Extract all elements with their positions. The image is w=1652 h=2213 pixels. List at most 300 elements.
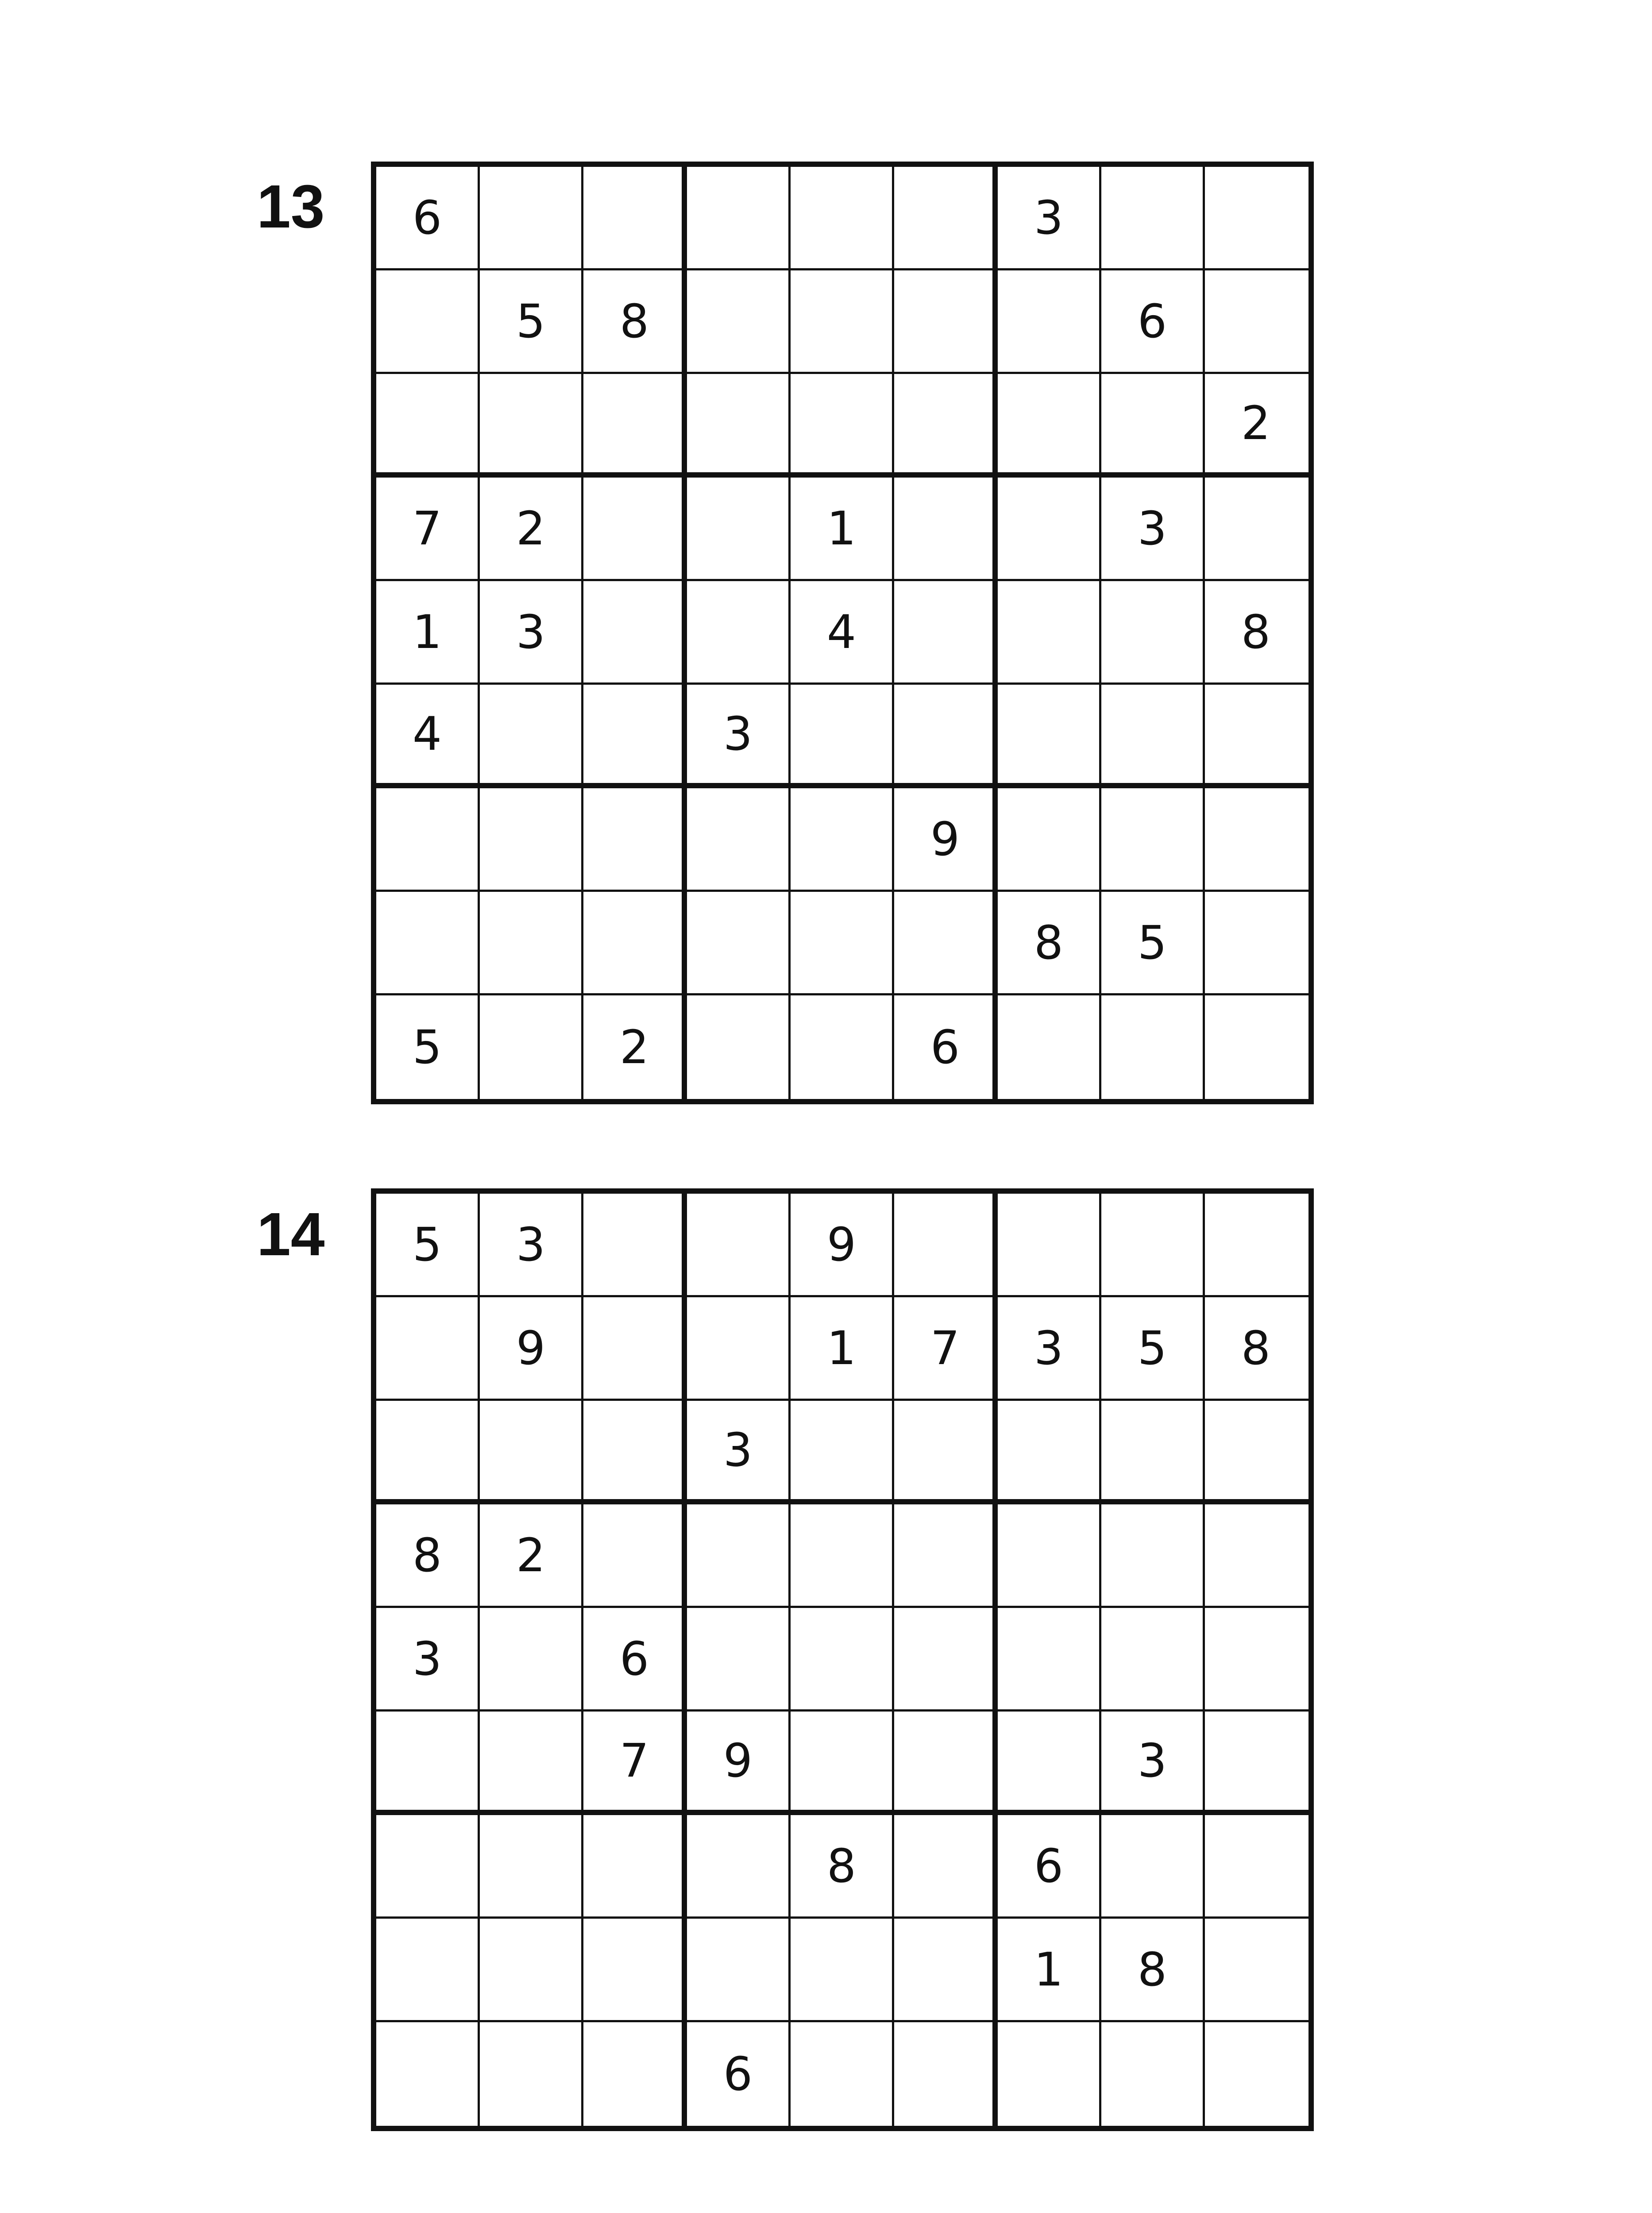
sudoku-cell[interactable]	[583, 1815, 687, 1919]
cell-digit	[1205, 1608, 1280, 1709]
sudoku-cell[interactable]	[998, 374, 1101, 478]
cell-digit	[894, 1608, 969, 1709]
cell-digit	[791, 788, 866, 890]
sudoku-cell[interactable]	[1101, 2022, 1205, 2126]
cell-digit	[791, 892, 866, 993]
sudoku-cell[interactable]	[1101, 1504, 1205, 1608]
cell-digit	[894, 1194, 969, 1295]
sudoku-cell[interactable]	[687, 995, 791, 1099]
sudoku-cell[interactable]	[1101, 1297, 1205, 1401]
cell-digit	[583, 374, 659, 472]
sudoku-cell[interactable]	[480, 374, 583, 478]
cell-digit	[894, 1504, 969, 1606]
cell-digit	[376, 788, 452, 890]
sudoku-cell[interactable]	[894, 788, 998, 892]
sudoku-cell[interactable]	[791, 1608, 894, 1712]
sudoku-cell[interactable]	[998, 1608, 1101, 1712]
sudoku-cell[interactable]	[791, 685, 894, 788]
sudoku-cell[interactable]	[687, 1712, 791, 1815]
cell-digit	[583, 1504, 659, 1606]
sudoku-cell[interactable]	[480, 892, 583, 995]
cell-digit	[894, 270, 969, 372]
sudoku-cell[interactable]	[894, 1297, 998, 1401]
sudoku-cell[interactable]	[583, 1919, 687, 2022]
cell-digit	[687, 995, 762, 1099]
cell-digit	[791, 1712, 866, 1810]
sudoku-cell[interactable]	[1205, 270, 1308, 374]
cell-digit: 8	[1241, 605, 1271, 659]
sudoku-cell[interactable]	[1101, 374, 1205, 478]
cell-digit	[1205, 478, 1280, 579]
cell-digit	[1101, 1401, 1177, 1499]
sudoku-cell[interactable]	[1101, 685, 1205, 788]
sudoku-cell[interactable]	[1101, 1194, 1205, 1297]
sudoku-cell[interactable]	[480, 1401, 583, 1504]
cell-digit	[791, 1504, 866, 1606]
cell-digit	[687, 1297, 762, 1399]
sudoku-cell[interactable]	[1205, 1401, 1308, 1504]
sudoku-cell[interactable]	[376, 1815, 480, 1919]
cell-digit	[998, 1194, 1073, 1295]
sudoku-cell[interactable]	[894, 1194, 998, 1297]
sudoku-cell[interactable]	[998, 1194, 1101, 1297]
sudoku-cell[interactable]	[894, 1712, 998, 1815]
sudoku-cell[interactable]	[894, 995, 998, 1099]
cell-digit	[687, 374, 762, 472]
sudoku-cell[interactable]	[687, 167, 791, 270]
sudoku-cell[interactable]	[480, 270, 583, 374]
sudoku-cell[interactable]	[1101, 1608, 1205, 1712]
sudoku-cell[interactable]	[687, 270, 791, 374]
cell-digit	[894, 374, 969, 472]
cell-digit	[376, 2022, 452, 2126]
cell-digit	[583, 167, 659, 268]
cell-digit	[998, 2022, 1073, 2126]
sudoku-cell[interactable]	[894, 270, 998, 374]
sudoku-cell[interactable]	[480, 1297, 583, 1401]
cell-digit	[583, 2022, 659, 2126]
sudoku-cell[interactable]	[480, 1608, 583, 1712]
sudoku-cell[interactable]	[376, 270, 480, 374]
sudoku-cell[interactable]	[1101, 995, 1205, 1099]
cell-digit: 3	[1034, 1321, 1064, 1375]
cell-digit	[687, 1608, 762, 1709]
cell-digit: 9	[723, 1734, 753, 1788]
cell-digit	[1205, 2022, 1280, 2126]
sudoku-cell[interactable]	[480, 1712, 583, 1815]
cell-digit	[583, 685, 659, 783]
sudoku-cell[interactable]	[998, 685, 1101, 788]
sudoku-cell[interactable]	[1205, 1504, 1308, 1608]
cell-digit	[480, 1712, 555, 1810]
sudoku-cell[interactable]	[583, 1712, 687, 1815]
sudoku-cell[interactable]	[998, 1401, 1101, 1504]
sudoku-cell[interactable]	[583, 581, 687, 685]
sudoku-cell[interactable]	[687, 374, 791, 478]
cell-digit: 3	[1137, 1734, 1167, 1788]
cell-digit	[791, 995, 866, 1099]
cell-digit	[1205, 270, 1280, 372]
sudoku-cell[interactable]	[583, 374, 687, 478]
sudoku-cell[interactable]	[376, 1401, 480, 1504]
cell-digit	[583, 1815, 659, 1916]
sudoku-cell[interactable]	[376, 788, 480, 892]
sudoku-cell[interactable]	[1101, 1712, 1205, 1815]
sudoku-cell[interactable]	[791, 995, 894, 1099]
sudoku-cell[interactable]	[1101, 1401, 1205, 1504]
cell-digit: 2	[516, 1528, 546, 1582]
sudoku-cell[interactable]	[998, 2022, 1101, 2126]
sudoku-cell[interactable]	[791, 2022, 894, 2126]
sudoku-cell[interactable]	[791, 1504, 894, 1608]
sudoku-cell[interactable]	[791, 1815, 894, 1919]
sudoku-cell[interactable]	[998, 581, 1101, 685]
sudoku-cell[interactable]	[1205, 374, 1308, 478]
sudoku-cell[interactable]	[480, 788, 583, 892]
cell-digit	[480, 788, 555, 890]
sudoku-cell[interactable]	[376, 374, 480, 478]
sudoku-cell[interactable]	[480, 581, 583, 685]
sudoku-cell[interactable]	[480, 995, 583, 1099]
sudoku-cell[interactable]	[376, 478, 480, 581]
cell-digit: 6	[412, 190, 442, 245]
cell-digit: 2	[619, 1020, 649, 1074]
sudoku-cell[interactable]	[791, 270, 894, 374]
cell-digit: 1	[1034, 1942, 1064, 1997]
sudoku-cell[interactable]	[480, 2022, 583, 2126]
sudoku-cell[interactable]	[1101, 270, 1205, 374]
sudoku-cell[interactable]	[894, 1919, 998, 2022]
cell-digit: 7	[930, 1321, 960, 1375]
cell-digit: 8	[1034, 915, 1064, 970]
sudoku-cell[interactable]	[1205, 1297, 1308, 1401]
sudoku-cell[interactable]	[894, 1401, 998, 1504]
sudoku-cell[interactable]	[791, 788, 894, 892]
cell-digit	[583, 1919, 659, 2020]
sudoku-cell[interactable]	[1101, 478, 1205, 581]
cell-digit	[687, 270, 762, 372]
sudoku-cell[interactable]	[480, 167, 583, 270]
sudoku-cell[interactable]	[791, 167, 894, 270]
cell-digit: 7	[412, 501, 442, 555]
sudoku-cell[interactable]	[583, 685, 687, 788]
sudoku-cell[interactable]	[583, 167, 687, 270]
cell-digit	[1205, 1815, 1280, 1916]
sudoku-cell[interactable]	[687, 581, 791, 685]
sudoku-cell[interactable]	[998, 270, 1101, 374]
sudoku-cell[interactable]	[687, 892, 791, 995]
cell-digit	[894, 581, 969, 682]
sudoku-cell[interactable]	[1205, 478, 1308, 581]
cell-digit: 2	[516, 501, 546, 555]
sudoku-cell[interactable]	[998, 1919, 1101, 2022]
cell-digit	[998, 995, 1073, 1099]
sudoku-cell[interactable]	[894, 167, 998, 270]
cell-digit	[1205, 167, 1280, 268]
sudoku-cell[interactable]	[894, 685, 998, 788]
cell-digit	[894, 1919, 969, 2020]
sudoku-cell[interactable]	[376, 167, 480, 270]
cell-digit: 8	[826, 1839, 857, 1893]
sudoku-cell[interactable]	[376, 1194, 480, 1297]
sudoku-cell[interactable]	[687, 1815, 791, 1919]
cell-digit: 3	[412, 1631, 442, 1686]
cell-digit	[894, 167, 969, 268]
sudoku-cell[interactable]	[998, 1297, 1101, 1401]
cell-digit	[1101, 1504, 1177, 1606]
cell-digit: 3	[723, 707, 753, 761]
sudoku-cell[interactable]	[480, 478, 583, 581]
cell-digit: 8	[1241, 1321, 1271, 1375]
sudoku-cell[interactable]	[376, 1297, 480, 1401]
sudoku-cell[interactable]	[687, 685, 791, 788]
sudoku-cell[interactable]	[687, 478, 791, 581]
sudoku-cell[interactable]	[480, 1815, 583, 1919]
sudoku-cell[interactable]	[583, 892, 687, 995]
cell-digit	[376, 1297, 452, 1399]
cell-digit	[894, 892, 969, 993]
sudoku-cell[interactable]	[998, 788, 1101, 892]
cell-digit	[791, 374, 866, 472]
sudoku-cell[interactable]	[1101, 892, 1205, 995]
cell-digit	[791, 1919, 866, 2020]
cell-digit	[376, 1712, 452, 1810]
cell-digit	[480, 167, 555, 268]
cell-digit	[480, 1815, 555, 1916]
cell-digit: 1	[826, 1321, 857, 1375]
cell-digit	[583, 892, 659, 993]
cell-digit: 5	[1137, 915, 1167, 970]
cell-digit	[687, 788, 762, 890]
sudoku-cell[interactable]	[998, 995, 1101, 1099]
sudoku-cell[interactable]	[998, 167, 1101, 270]
sudoku-cell[interactable]	[998, 1815, 1101, 1919]
cell-digit	[480, 2022, 555, 2126]
cell-digit	[998, 581, 1073, 682]
sudoku-cell[interactable]	[583, 1297, 687, 1401]
puzzle-number: 14	[257, 1200, 325, 1268]
sudoku-cell[interactable]	[791, 892, 894, 995]
cell-digit: 6	[619, 1631, 649, 1686]
sudoku-cell[interactable]	[687, 1608, 791, 1712]
cell-digit: 8	[412, 1528, 442, 1582]
sudoku-cell[interactable]	[894, 581, 998, 685]
cell-digit	[1205, 1401, 1280, 1499]
cell-digit	[376, 1815, 452, 1916]
sudoku-cell[interactable]	[998, 1712, 1101, 1815]
sudoku-cell[interactable]	[894, 1504, 998, 1608]
cell-digit	[998, 374, 1073, 472]
sudoku-cell[interactable]	[376, 2022, 480, 2126]
cell-digit	[480, 1401, 555, 1499]
sudoku-cell[interactable]	[791, 374, 894, 478]
sudoku-cell[interactable]	[480, 1919, 583, 2022]
cell-digit: 3	[1137, 501, 1167, 555]
sudoku-cell[interactable]	[791, 1194, 894, 1297]
sudoku-cell[interactable]	[894, 1608, 998, 1712]
sudoku-cell[interactable]	[687, 1919, 791, 2022]
cell-digit	[998, 1401, 1073, 1499]
sudoku-cell[interactable]	[583, 478, 687, 581]
sudoku-cell[interactable]	[1205, 788, 1308, 892]
sudoku-cell[interactable]	[791, 1712, 894, 1815]
sudoku-cell[interactable]	[687, 1401, 791, 1504]
cell-digit	[1205, 995, 1280, 1099]
cell-digit	[480, 995, 555, 1099]
cell-digit	[1101, 374, 1177, 472]
cell-digit	[1101, 1608, 1177, 1709]
sudoku-cell[interactable]	[687, 2022, 791, 2126]
sudoku-cell[interactable]	[998, 892, 1101, 995]
sudoku-cell[interactable]	[998, 478, 1101, 581]
cell-digit: 3	[516, 1217, 546, 1272]
sudoku-cell[interactable]	[480, 1504, 583, 1608]
sudoku-cell[interactable]	[1205, 995, 1308, 1099]
cell-digit	[1205, 1919, 1280, 2020]
sudoku-cell[interactable]	[376, 1504, 480, 1608]
cell-digit	[998, 478, 1073, 579]
sudoku-cell[interactable]	[998, 1504, 1101, 1608]
sudoku-cell[interactable]	[791, 478, 894, 581]
sudoku-cell[interactable]	[894, 1815, 998, 1919]
cell-digit: 6	[1034, 1839, 1064, 1893]
sudoku-cell[interactable]	[583, 1401, 687, 1504]
sudoku-cell[interactable]	[687, 1297, 791, 1401]
cell-digit: 7	[619, 1734, 649, 1788]
sudoku-cell[interactable]	[1205, 1815, 1308, 1919]
cell-digit	[1205, 1504, 1280, 1606]
cell-digit	[376, 1401, 452, 1499]
cell-digit: 5	[1137, 1321, 1167, 1375]
cell-digit	[1101, 167, 1177, 268]
cell-digit: 8	[1137, 1942, 1167, 1997]
sudoku-cell[interactable]	[1101, 1815, 1205, 1919]
sudoku-cell[interactable]	[1205, 2022, 1308, 2126]
cell-digit	[791, 685, 866, 783]
cell-digit	[480, 892, 555, 993]
sudoku-cell[interactable]	[376, 685, 480, 788]
sudoku-cell[interactable]	[1101, 581, 1205, 685]
cell-digit	[583, 1297, 659, 1399]
sudoku-cell[interactable]	[687, 788, 791, 892]
sudoku-cell[interactable]	[1205, 1608, 1308, 1712]
cell-digit	[791, 167, 866, 268]
cell-digit	[583, 1194, 659, 1295]
sudoku-cell[interactable]	[687, 1194, 791, 1297]
cell-digit	[687, 1194, 762, 1295]
cell-digit: 5	[412, 1020, 442, 1074]
cell-digit: 6	[930, 1020, 960, 1074]
sudoku-cell[interactable]	[894, 892, 998, 995]
sudoku-cell[interactable]	[791, 1297, 894, 1401]
cell-digit	[1101, 581, 1177, 682]
cell-digit	[1101, 1815, 1177, 1916]
cell-digit	[998, 788, 1073, 890]
cell-digit	[583, 1401, 659, 1499]
sudoku-cell[interactable]	[1205, 1919, 1308, 2022]
cell-digit: 9	[930, 812, 960, 866]
cell-digit	[376, 892, 452, 993]
cell-digit	[583, 581, 659, 682]
cell-digit: 9	[826, 1217, 857, 1272]
cell-digit	[791, 1608, 866, 1709]
sudoku-cell[interactable]	[1101, 788, 1205, 892]
sudoku-cell[interactable]	[583, 2022, 687, 2126]
sudoku-cell[interactable]	[376, 1919, 480, 2022]
cell-digit	[376, 1919, 452, 2020]
sudoku-cell[interactable]	[1205, 685, 1308, 788]
cell-digit	[376, 270, 452, 372]
sudoku-cell[interactable]	[376, 995, 480, 1099]
cell-digit	[894, 478, 969, 579]
cell-digit	[583, 788, 659, 890]
sudoku-cell[interactable]	[1101, 167, 1205, 270]
sudoku-cell[interactable]	[791, 1919, 894, 2022]
sudoku-cell[interactable]	[1205, 581, 1308, 685]
sudoku-cell[interactable]	[376, 892, 480, 995]
cell-digit	[687, 892, 762, 993]
sudoku-cell[interactable]	[480, 685, 583, 788]
sudoku-cell[interactable]	[894, 374, 998, 478]
sudoku-grid-14	[371, 1188, 1314, 2131]
sudoku-cell[interactable]	[1205, 892, 1308, 995]
cell-digit: 6	[723, 2047, 753, 2101]
sudoku-cell[interactable]	[376, 1712, 480, 1815]
sudoku-cell[interactable]	[687, 1504, 791, 1608]
cell-digit	[1101, 995, 1177, 1099]
sudoku-cell[interactable]	[583, 1504, 687, 1608]
cell-digit	[894, 1401, 969, 1499]
cell-digit	[1101, 788, 1177, 890]
sudoku-cell[interactable]	[894, 478, 998, 581]
sudoku-cell[interactable]	[376, 581, 480, 685]
cell-digit	[998, 1712, 1073, 1810]
sudoku-cell[interactable]	[894, 2022, 998, 2126]
cell-digit: 1	[826, 501, 857, 555]
sudoku-cell[interactable]	[1205, 167, 1308, 270]
cell-digit	[791, 2022, 866, 2126]
sudoku-cell[interactable]	[583, 270, 687, 374]
cell-digit: 3	[1034, 190, 1064, 245]
cell-digit: 8	[619, 294, 649, 348]
cell-digit	[687, 478, 762, 579]
sudoku-cell[interactable]	[791, 581, 894, 685]
cell-digit	[687, 1504, 762, 1606]
sudoku-cell[interactable]	[583, 788, 687, 892]
sudoku-cell[interactable]	[376, 1608, 480, 1712]
cell-digit: 2	[1241, 396, 1271, 450]
cell-digit	[894, 1712, 969, 1810]
sudoku-cell[interactable]	[791, 1401, 894, 1504]
sudoku-cell[interactable]	[480, 1194, 583, 1297]
cell-digit	[687, 167, 762, 268]
sudoku-cell[interactable]	[1205, 1712, 1308, 1815]
cell-digit	[791, 1401, 866, 1499]
sudoku-cell[interactable]	[583, 995, 687, 1099]
cell-digit: 4	[412, 707, 442, 761]
cell-digit	[1205, 685, 1280, 783]
cell-digit	[1101, 1194, 1177, 1295]
cell-digit	[687, 1919, 762, 2020]
cell-digit	[998, 270, 1073, 372]
sudoku-cell[interactable]	[583, 1608, 687, 1712]
sudoku-cell[interactable]	[1205, 1194, 1308, 1297]
cell-digit: 3	[516, 605, 546, 659]
sudoku-cell[interactable]	[1101, 1919, 1205, 2022]
sudoku-cell[interactable]	[583, 1194, 687, 1297]
cell-digit	[687, 581, 762, 682]
cell-digit	[998, 1504, 1073, 1606]
